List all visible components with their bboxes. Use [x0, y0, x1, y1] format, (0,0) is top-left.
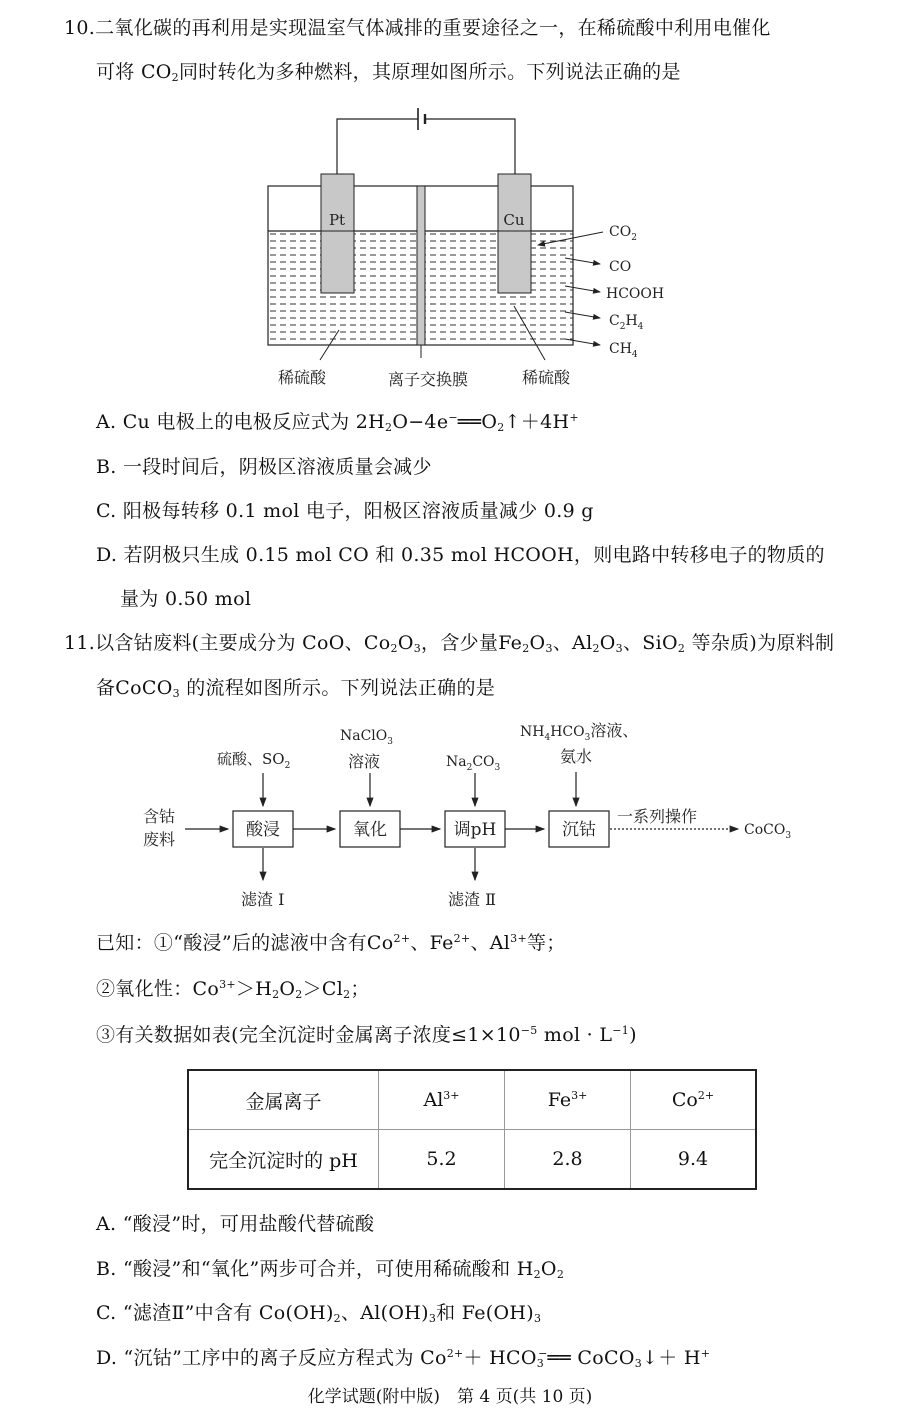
q11-option-c[interactable]: C. “滤渣Ⅱ”中含有 $Co(OH)_2$、$Al(OH)_3$和 $Fe(OH)_3$: [96, 1302, 542, 1325]
label-co2: $CO_2$: [609, 224, 637, 243]
svg-text:一系列操作: 一系列操作: [617, 807, 698, 826]
q11-stem-line1: 11.以含钴废料(主要成分为 CoO、$Co_2O_3$，含少量$Fe_2O_3$、$Al_2O_3$、SiO$_2$ 等杂质)为原料制: [64, 632, 835, 655]
step-cobalt-precipitation: [549, 811, 609, 847]
reagent-naclo3: NaClO$_3$: [340, 728, 393, 747]
table-cell: $Fe^{3+}$: [505, 1070, 631, 1130]
label-ch4: $CH_4$: [609, 341, 638, 360]
step-acid-leach: [233, 811, 293, 847]
q10-option-c[interactable]: C. 阳极每转移 0.1 mol 电子，阳极区溶液质量减少 0.9 g: [96, 500, 594, 522]
table-cell: 金属离子: [188, 1070, 379, 1130]
pt-electrode: [321, 174, 354, 293]
q10-stem-line1: 10.二氧化碳的再利用是实现温室气体减排的重要途径之一，在稀硫酸中利用电催化: [64, 17, 771, 39]
electrolysis-cell-diagram: [0, 0, 900, 400]
svg-text:滤渣 Ⅱ: 滤渣 Ⅱ: [448, 890, 496, 909]
q11-option-a[interactable]: A. “酸浸”时，可用盐酸代替硫酸: [96, 1213, 375, 1235]
q11-option-b[interactable]: B. “酸浸”和“氧化”两步可合并，可使用稀硫酸和 $H_2O_2$: [96, 1258, 565, 1281]
table-cell: 完全沉淀时的 pH: [188, 1130, 379, 1190]
q10-number: 10.: [64, 17, 96, 39]
table-cell: 5.2: [379, 1130, 505, 1190]
label-hcooh: HCOOH: [606, 286, 665, 302]
circuit-wire: [337, 119, 515, 174]
label-co: CO: [609, 259, 632, 275]
precipitation-ph-table: [187, 1069, 757, 1190]
svg-text:Cu: Cu: [503, 211, 525, 229]
cu-electrode: [498, 174, 531, 293]
svg-text:沉钴: 沉钴: [562, 820, 596, 840]
page-footer: 化学试题(附中版) 第 4 页(共 10 页): [307, 1387, 593, 1407]
svg-text:Pt: Pt: [328, 211, 346, 229]
q11-known-3: ③有关数据如表(完全沉淀时金属离子浓度$\le 1\times 10^{-5}$ mol · $L^{-1}$): [96, 1024, 637, 1046]
svg-text:氧化: 氧化: [353, 820, 387, 840]
svg-text:废料: 废料: [143, 830, 176, 849]
q10-stem-line2: 可将 $CO_2$同时转化为多种燃料，其原理如图所示。下列说法正确的是: [96, 61, 681, 84]
battery-icon: [418, 108, 425, 130]
label-dilute-acid-left: 稀硫酸: [278, 368, 327, 387]
svg-text:氨水: 氨水: [560, 747, 593, 766]
table-cell: 2.8: [505, 1130, 631, 1190]
product-coco3: CoCO$_3$: [744, 822, 792, 841]
reagent-nh4hco3: $NH_4HCO_3$溶液、: [520, 721, 639, 743]
q11-known-2: ②氧化性：$Co^{3+}>H_2O_2>Cl_2$；: [96, 978, 370, 1001]
ion-exchange-membrane: [417, 186, 425, 345]
table-row: [188, 1130, 756, 1190]
q11-known-1: 已知：①“酸浸”后的滤液中含有$Co^{2+}$、$Fe^{2+}$、$Al^{3+}$等；: [96, 932, 566, 954]
svg-text:含钴: 含钴: [143, 807, 176, 826]
table-cell: $Co^{2+}$: [631, 1070, 757, 1130]
q10-option-d-line2[interactable]: 量为 0.50 mol: [120, 588, 252, 610]
process-flow-diagram: [0, 700, 900, 920]
table-cell: 9.4: [631, 1130, 757, 1190]
svg-text:溶液: 溶液: [348, 752, 381, 771]
svg-text:酸浸: 酸浸: [246, 820, 280, 840]
reagent-na2co3: $Na_2CO_3$: [446, 754, 501, 773]
svg-text:调pH: 调pH: [453, 820, 497, 840]
step-adjust-ph: [445, 811, 505, 847]
q10-option-a[interactable]: A. Cu 电极上的电极反应式为 $2H_2O-4e^-══O_2↑+4H^+$: [96, 411, 579, 434]
label-dilute-acid-right: 稀硫酸: [522, 368, 571, 387]
q11-option-d[interactable]: D. “沉钴”工序中的离子反应方程式为 $Co^{2+}+$ $HCO_3^-══$ CoCO$_3$↓＋ H+: [96, 1347, 711, 1370]
table-header-row: [188, 1070, 756, 1130]
label-membrane: 离子交换膜: [388, 370, 469, 389]
q10-option-b[interactable]: B. 一段时间后，阴极区溶液质量会减少: [96, 456, 432, 478]
svg-text:滤渣 Ⅰ: 滤渣 Ⅰ: [241, 890, 285, 909]
label-c2h4: $C_2H_4$: [609, 313, 644, 332]
step-oxidation: [340, 811, 400, 847]
q11-stem-line2: 备CoCO$_3$ 的流程如图所示。下列说法正确的是: [96, 677, 496, 700]
reagent-acid-so2: 硫酸、$SO_2$: [217, 750, 291, 771]
q10-option-d-line1[interactable]: D. 若阴极只生成 0.15 mol CO 和 0.35 mol HCOOH，则电路中转移电子的物质的: [96, 544, 825, 566]
table-cell: $Al^{3+}$: [379, 1070, 505, 1130]
